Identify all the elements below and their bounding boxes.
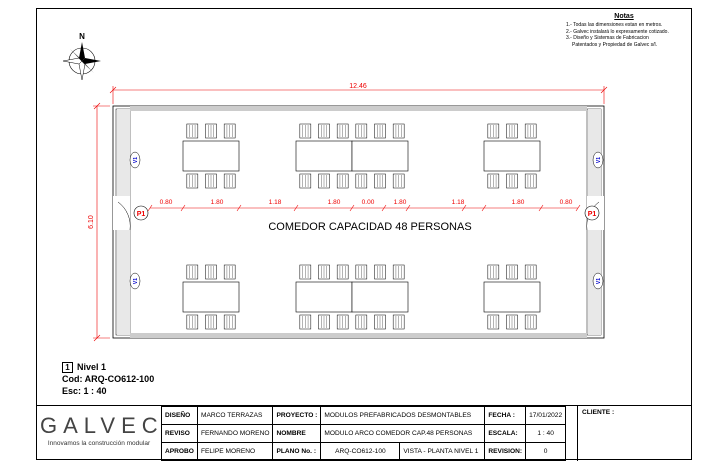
aprobo-value: FELIPE MORENO bbox=[197, 443, 273, 461]
note-3: 3.- Diseño y Sistemas de Fabricacion bbox=[566, 35, 649, 42]
dimension-label: 1.80 bbox=[393, 199, 407, 206]
dimension-label: 0.00 bbox=[361, 199, 375, 206]
logo-wordmark: GALVEC bbox=[40, 413, 164, 438]
dining-table bbox=[352, 141, 408, 171]
dimension-label: 1.80 bbox=[511, 199, 525, 206]
overall-height-dimension bbox=[93, 103, 110, 341]
nombre-label: NOMBRE bbox=[273, 425, 321, 443]
window-label: V1 bbox=[596, 277, 602, 285]
revision-label: REVISION: bbox=[485, 443, 526, 461]
window-label: V1 bbox=[133, 156, 139, 164]
door-label-right: P1 bbox=[587, 211, 597, 218]
logo-slogan: Innovamos la construcción modular bbox=[47, 440, 151, 447]
title-block-table bbox=[161, 406, 566, 461]
note-2: 2.- Galvec instalará lo expresamente cotizado. bbox=[566, 28, 669, 35]
revision-value: 0 bbox=[526, 443, 566, 461]
scale-label: Esc: bbox=[62, 386, 82, 396]
drawing-number: 1 bbox=[62, 362, 73, 373]
code-label: Cod: bbox=[62, 374, 83, 384]
compass-north-label: N bbox=[79, 32, 85, 41]
room-title: COMEDOR CAPACIDAD 48 PERSONAS bbox=[268, 221, 472, 233]
diseno-value: MARCO TERRAZAS bbox=[197, 407, 273, 425]
aprobo-label: APROBO bbox=[162, 443, 198, 461]
window-label: V1 bbox=[133, 277, 139, 285]
proyecto-label: PROYECTO : bbox=[273, 407, 321, 425]
door-label-left: P1 bbox=[136, 211, 146, 218]
diseno-label: DISEÑO bbox=[162, 407, 198, 425]
dining-table bbox=[296, 282, 352, 312]
dimension-label: 0.80 bbox=[559, 199, 573, 206]
overall-width-label: 12.46 bbox=[349, 83, 367, 90]
cliente-label: CLIENTE : bbox=[582, 409, 615, 416]
nombre-value: MODULO ARCO COMEDOR CAP.48 PERSONAS bbox=[321, 425, 485, 443]
drawing-level-name: Nivel 1 bbox=[77, 362, 107, 372]
note-1: 1.- Todas las dimensiones estan en metros. bbox=[566, 22, 663, 29]
dimension-label: 1.18 bbox=[268, 199, 282, 206]
drawing-info bbox=[62, 361, 154, 397]
drawing-code: ARQ-CO612-100 bbox=[84, 374, 155, 384]
dimension-label: 1.80 bbox=[210, 199, 224, 206]
note-3-cont: Patentados y Propiedad de Galvec s/l. bbox=[572, 41, 658, 48]
drawing-scale: 1 : 40 bbox=[83, 386, 107, 396]
dining-table bbox=[296, 141, 352, 171]
escala-value: 1 : 40 bbox=[526, 425, 566, 443]
reviso-label: REVISO bbox=[162, 425, 198, 443]
dimension-label: 1.80 bbox=[327, 199, 341, 206]
plano-value: ARQ-CO612-100 bbox=[321, 443, 400, 461]
cliente-field bbox=[577, 406, 692, 461]
company-logo bbox=[40, 410, 164, 456]
dining-table bbox=[484, 141, 540, 171]
window-label: V1 bbox=[596, 156, 602, 164]
vista-value: VISTA - PLANTA NIVEL 1 bbox=[400, 443, 485, 461]
dimension-label: 1.18 bbox=[451, 199, 465, 206]
title-block bbox=[36, 405, 692, 461]
dining-table bbox=[183, 282, 239, 312]
dimension-labels bbox=[160, 199, 573, 206]
fecha-label: FECHA : bbox=[485, 407, 526, 425]
compass-rose-icon bbox=[63, 42, 101, 80]
dimension-label: 0.80 bbox=[159, 199, 173, 206]
dining-table bbox=[484, 282, 540, 312]
dining-table bbox=[352, 282, 408, 312]
reviso-value: FERNANDO MORENO bbox=[197, 425, 273, 443]
escala-label: ESCALA: bbox=[485, 425, 526, 443]
notes-title: Notas bbox=[614, 13, 634, 20]
plano-label: PLANO No. : bbox=[273, 443, 321, 461]
overall-height-label: 6.10 bbox=[88, 215, 95, 229]
proyecto-value: MODULOS PREFABRICADOS DESMONTABLES bbox=[321, 407, 485, 425]
fecha-value: 17/01/2022 bbox=[526, 407, 566, 425]
dining-table bbox=[183, 141, 239, 171]
